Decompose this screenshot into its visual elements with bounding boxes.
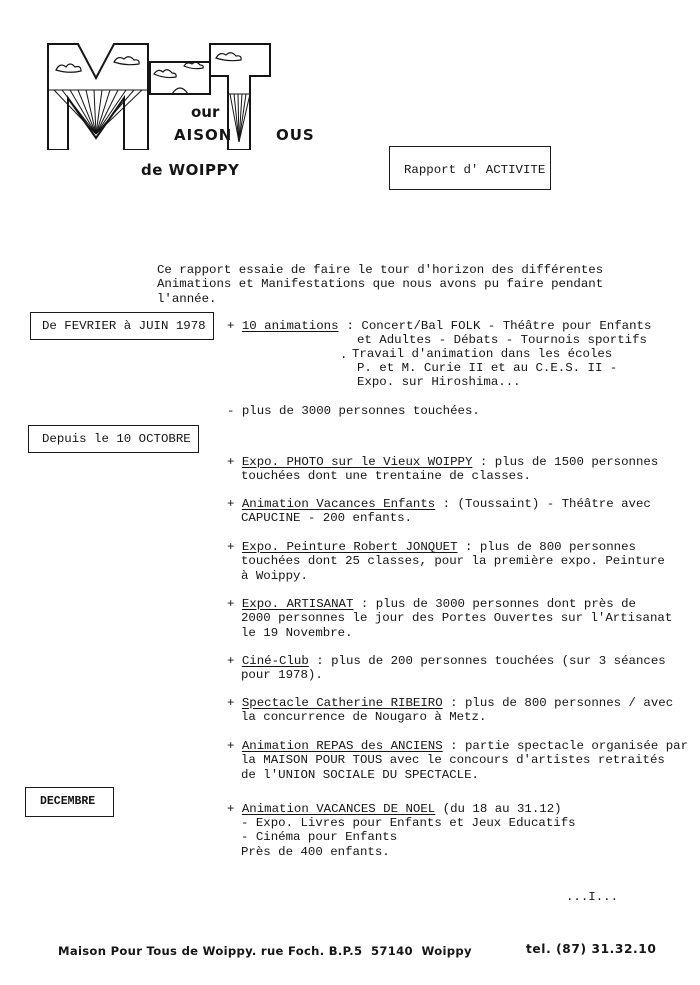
logo-text-our: our (191, 103, 220, 121)
item-text: la MAISON POUR TOUS avec le concours d'artistes retraités (241, 753, 665, 768)
intro-paragraph (157, 263, 603, 306)
period1-item-cont2 (352, 347, 612, 361)
item-text: : plus de 1500 personnes (472, 455, 659, 469)
item-text: touchées dont une trentaine de classes. (241, 469, 531, 484)
activity-item (227, 597, 672, 640)
plus-bullet: + (227, 696, 242, 710)
period1-item-cont3 (357, 361, 617, 390)
intro-line: Animations et Manifestations que nous avons pu faire pendant (157, 277, 604, 292)
plus-bullet: + (227, 319, 242, 333)
item-text: de l'UNION SOCIALE DU SPECTACLE. (241, 767, 479, 782)
item-text: et Adultes - Débats - Tournois sportifs (357, 333, 647, 347)
period-label-box (28, 425, 199, 453)
period1-item (227, 319, 651, 333)
footer-phone: tel. (87) 31.32.10 (526, 942, 657, 956)
period-label: DECEMBRE (40, 795, 96, 808)
item-text: : Concert/Bal FOLK - Théâtre pour Enfants (346, 319, 652, 333)
activity-item (227, 696, 673, 725)
activity-item (227, 739, 688, 782)
item-text: touchées dont 25 classes, pour la première expo. Peinture (241, 554, 665, 569)
item-text: 2000 personnes le jour des Portes Ouvertes sur l'Artisanat (241, 611, 673, 626)
plus-bullet: + (227, 654, 242, 668)
item-text: - Expo. Livres pour Enfants et Jeux Educatifs (241, 816, 576, 830)
logo-text-aison: AISON (174, 126, 233, 144)
period1-summary: - plus de 3000 personnes touchées. (227, 404, 480, 418)
period-label: Depuis le 10 OCTOBRE (42, 432, 191, 446)
bullet-dot: . (340, 348, 348, 362)
period1-item-cont (357, 333, 647, 347)
item-title: Spectacle Catherine RIBEIRO (241, 696, 443, 710)
intro-line: l'année. (157, 291, 217, 306)
intro-line: Ce rapport essaie de faire le tour d'horizon des différentes (157, 263, 604, 277)
item-text: Travail d'animation dans les écoles (352, 347, 613, 361)
plus-bullet: + (227, 802, 242, 816)
item-text: pour 1978). (241, 668, 323, 683)
item-title: Animation REPAS des ANCIENS (241, 739, 443, 753)
item-text: (du 18 au 31.12) (435, 802, 562, 816)
plus-bullet: + (227, 455, 242, 469)
item-title: Animation VACANCES DE NOEL (241, 802, 436, 816)
period-label: De FEVRIER à JUIN 1978 (42, 319, 206, 333)
period-label-box (25, 787, 114, 817)
item-title: Expo. Peinture Robert JONQUET (241, 540, 458, 554)
plus-bullet: + (227, 497, 242, 511)
logo-mpt (44, 38, 274, 150)
item-text: : (Toussaint) - Théâtre avec (435, 497, 651, 511)
item-text: P. et M. Curie II et au C.E.S. II - (357, 361, 618, 375)
item-text: : partie spectacle organisée par (442, 739, 689, 753)
plus-bullet: + (227, 597, 242, 611)
period3-item (227, 802, 562, 816)
item-text: : plus de 800 personnes (457, 540, 636, 554)
report-title: Rapport d' ACTIVITE (404, 163, 546, 177)
item-text: - Cinéma pour Enfants (241, 830, 398, 845)
plus-bullet: + (227, 540, 242, 554)
period-label-box (30, 312, 214, 340)
item-text: : plus de 3000 personnes dont près de (353, 597, 636, 611)
item-text: CAPUCINE - 200 enfants. (241, 511, 413, 526)
item-text: : plus de 800 personnes / avec (442, 696, 674, 710)
logo-text-ous: OUS (276, 126, 315, 144)
item-text: Près de 400 enfants. (241, 844, 390, 859)
report-title-box (389, 146, 551, 190)
activity-item (227, 540, 665, 583)
activity-item (227, 497, 651, 526)
item-title: Expo. ARTISANAT (241, 597, 354, 611)
activity-item (227, 654, 666, 683)
item-title: 10 animations (241, 319, 339, 333)
logo-text-de-woippy: de WOIPPY (141, 161, 240, 179)
item-text: la concurrence de Nougaro à Metz. (241, 710, 487, 725)
item-text: : plus de 200 personnes touchées (sur 3 séances (308, 654, 666, 668)
item-text: à Woippy. (241, 568, 308, 583)
item-title: Animation Vacances Enfants (241, 497, 436, 511)
plus-bullet: + (227, 739, 242, 753)
item-title: Ciné-Club (241, 654, 309, 668)
item-title: Expo. PHOTO sur le Vieux WOIPPY (241, 455, 473, 469)
footer-address: Maison Pour Tous de Woippy. rue Foch. B.P.5 57140 Woippy (58, 944, 472, 958)
activity-item (227, 455, 658, 484)
item-text: le 19 Novembre. (241, 625, 353, 640)
period3-item-lines (241, 816, 576, 859)
continuation-mark: ...I... (566, 890, 619, 904)
item-text: Expo. sur Hiroshima... (357, 375, 521, 390)
